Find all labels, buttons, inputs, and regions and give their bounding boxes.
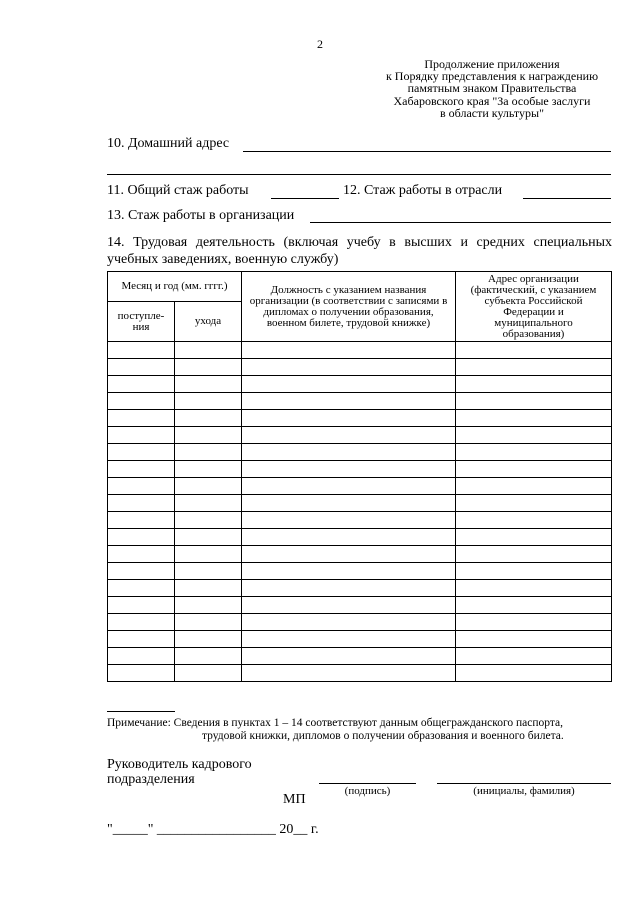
- address-cell[interactable]: [456, 563, 612, 580]
- position-cell[interactable]: [242, 546, 456, 563]
- signature-caption: (подпись): [344, 785, 391, 797]
- entry-cell[interactable]: [108, 631, 175, 648]
- entry-cell[interactable]: [108, 495, 175, 512]
- address-cell[interactable]: [456, 461, 612, 478]
- name-caption: (инициалы, фамилия): [473, 785, 575, 797]
- home-address-label: 10. Домашний адрес: [107, 136, 230, 151]
- position-cell[interactable]: [242, 580, 456, 597]
- address-cell[interactable]: [456, 665, 612, 682]
- entry-cell[interactable]: [108, 529, 175, 546]
- note: [107, 717, 613, 743]
- position-cell[interactable]: [242, 410, 456, 427]
- table-row: [108, 597, 612, 614]
- address-cell[interactable]: [456, 597, 612, 614]
- org-experience-label: 13. Стаж работы в организации: [107, 208, 295, 223]
- industry-experience-line[interactable]: [523, 198, 611, 199]
- position-cell[interactable]: [242, 631, 456, 648]
- name-line[interactable]: [437, 783, 611, 784]
- exit-cell[interactable]: [175, 665, 242, 682]
- exit-cell[interactable]: [175, 427, 242, 444]
- exit-cell[interactable]: [175, 648, 242, 665]
- exit-cell[interactable]: [175, 342, 242, 359]
- stamp-label: МП: [283, 792, 306, 807]
- address-cell[interactable]: [456, 512, 612, 529]
- table-row: [108, 376, 612, 393]
- home-address-line-2[interactable]: [107, 174, 611, 175]
- entry-cell[interactable]: [108, 563, 175, 580]
- entry-cell[interactable]: [108, 580, 175, 597]
- address-cell[interactable]: [456, 495, 612, 512]
- header-exit: ухода: [175, 302, 242, 342]
- appendix-line: к Порядку представления к награждению: [385, 69, 599, 84]
- appendix-line: Хабаровского края "За особые заслуги: [393, 93, 591, 108]
- table-row: [108, 495, 612, 512]
- address-cell[interactable]: [456, 478, 612, 495]
- table-row: [108, 393, 612, 410]
- position-cell[interactable]: [242, 359, 456, 376]
- address-cell[interactable]: [456, 410, 612, 427]
- exit-cell[interactable]: [175, 478, 242, 495]
- exit-cell[interactable]: [175, 393, 242, 410]
- table-row: [108, 478, 612, 495]
- position-cell[interactable]: [242, 614, 456, 631]
- entry-cell[interactable]: [108, 376, 175, 393]
- table-row: [108, 665, 612, 682]
- exit-cell[interactable]: [175, 410, 242, 427]
- position-cell[interactable]: [242, 342, 456, 359]
- table-row: [108, 427, 612, 444]
- table-row: [108, 546, 612, 563]
- exit-cell[interactable]: [175, 631, 242, 648]
- position-cell[interactable]: [242, 478, 456, 495]
- exit-cell[interactable]: [175, 546, 242, 563]
- exit-cell[interactable]: [175, 461, 242, 478]
- address-cell[interactable]: [456, 529, 612, 546]
- position-cell[interactable]: [242, 563, 456, 580]
- exit-cell[interactable]: [175, 359, 242, 376]
- header-entry: поступле-ния: [108, 302, 175, 342]
- table-row: [108, 580, 612, 597]
- position-cell[interactable]: [242, 665, 456, 682]
- appendix-line: памятным знаком Правительства: [407, 81, 577, 96]
- appendix-line: Продолжение приложения: [424, 57, 560, 71]
- note-line-1: Примечание: Сведения в пунктах 1 – 14 соответствуют данным общегражданского паспорта,: [107, 717, 564, 729]
- entry-cell[interactable]: [108, 410, 175, 427]
- position-cell[interactable]: [242, 376, 456, 393]
- signature-line[interactable]: [319, 783, 416, 784]
- entry-cell[interactable]: [108, 393, 175, 410]
- entry-cell[interactable]: [108, 665, 175, 682]
- exit-cell[interactable]: [175, 597, 242, 614]
- table-row: [108, 563, 612, 580]
- address-cell[interactable]: [456, 614, 612, 631]
- entry-cell[interactable]: [108, 597, 175, 614]
- position-cell[interactable]: [242, 495, 456, 512]
- entry-cell[interactable]: [108, 512, 175, 529]
- address-cell[interactable]: [456, 444, 612, 461]
- home-address-line[interactable]: [243, 151, 611, 152]
- total-experience-line[interactable]: [271, 198, 339, 199]
- address-cell[interactable]: [456, 359, 612, 376]
- table-row: [108, 461, 612, 478]
- position-cell[interactable]: [242, 393, 456, 410]
- address-cell[interactable]: [456, 631, 612, 648]
- entry-cell[interactable]: [108, 461, 175, 478]
- header-address: Адрес организации (фактический, с указанием субъекта Российской Федерации и муниципального образования): [456, 272, 612, 342]
- position-cell[interactable]: [242, 444, 456, 461]
- exit-cell[interactable]: [175, 376, 242, 393]
- header-position: Должность с указанием названия организации (в соответствии с записями в дипломах о получении образования, военном билете, трудовой книжке): [242, 272, 456, 342]
- table-row: [108, 512, 612, 529]
- labor-activity-label: 14. Трудовая деятельность (включая учебу в высших и средних специальных учебных заведениях, военную службу): [107, 235, 612, 267]
- org-experience-line[interactable]: [310, 222, 611, 223]
- position-cell[interactable]: [242, 597, 456, 614]
- entry-cell[interactable]: [108, 478, 175, 495]
- entry-cell[interactable]: [108, 444, 175, 461]
- entry-cell[interactable]: [108, 648, 175, 665]
- address-cell[interactable]: [456, 427, 612, 444]
- table-row: [108, 410, 612, 427]
- address-cell[interactable]: [456, 580, 612, 597]
- exit-cell[interactable]: [175, 580, 242, 597]
- exit-cell[interactable]: [175, 495, 242, 512]
- labor-activity-table: [107, 271, 612, 682]
- position-cell[interactable]: [242, 461, 456, 478]
- address-cell[interactable]: [456, 393, 612, 410]
- position-cell[interactable]: [242, 427, 456, 444]
- exit-cell[interactable]: [175, 563, 242, 580]
- table-row: [108, 359, 612, 376]
- table-row: [108, 444, 612, 461]
- position-cell[interactable]: [242, 529, 456, 546]
- hr-head-title: Руководитель кадрового подразделения: [107, 757, 252, 787]
- entry-cell[interactable]: [108, 427, 175, 444]
- note-line-2: трудовой книжки, дипломов о получении образования и военного билета.: [202, 730, 564, 742]
- exit-cell[interactable]: [175, 614, 242, 631]
- date-line: "_____" _________________ 20__ г.: [107, 822, 319, 837]
- header-month-year: Месяц и год (мм. гггг.): [108, 272, 242, 302]
- appendix-header: [372, 58, 612, 119]
- note-divider: [107, 711, 175, 712]
- position-cell[interactable]: [242, 512, 456, 529]
- entry-cell[interactable]: [108, 342, 175, 359]
- table-row: [108, 342, 612, 359]
- entry-cell[interactable]: [108, 614, 175, 631]
- appendix-line: в области культуры": [440, 105, 544, 120]
- industry-experience-label: 12. Стаж работы в отрасли: [343, 183, 503, 198]
- entry-cell[interactable]: [108, 546, 175, 563]
- table-row: [108, 648, 612, 665]
- total-experience-label: 11. Общий стаж работы: [107, 183, 249, 198]
- entry-cell[interactable]: [108, 359, 175, 376]
- address-cell[interactable]: [456, 376, 612, 393]
- table-row: [108, 614, 612, 631]
- exit-cell[interactable]: [175, 529, 242, 546]
- exit-cell[interactable]: [175, 444, 242, 461]
- table-row: [108, 631, 612, 648]
- address-cell[interactable]: [456, 342, 612, 359]
- exit-cell[interactable]: [175, 512, 242, 529]
- table-row: [108, 529, 612, 546]
- position-cell[interactable]: [242, 648, 456, 665]
- address-cell[interactable]: [456, 648, 612, 665]
- page-number: 2: [317, 37, 323, 51]
- address-cell[interactable]: [456, 546, 612, 563]
